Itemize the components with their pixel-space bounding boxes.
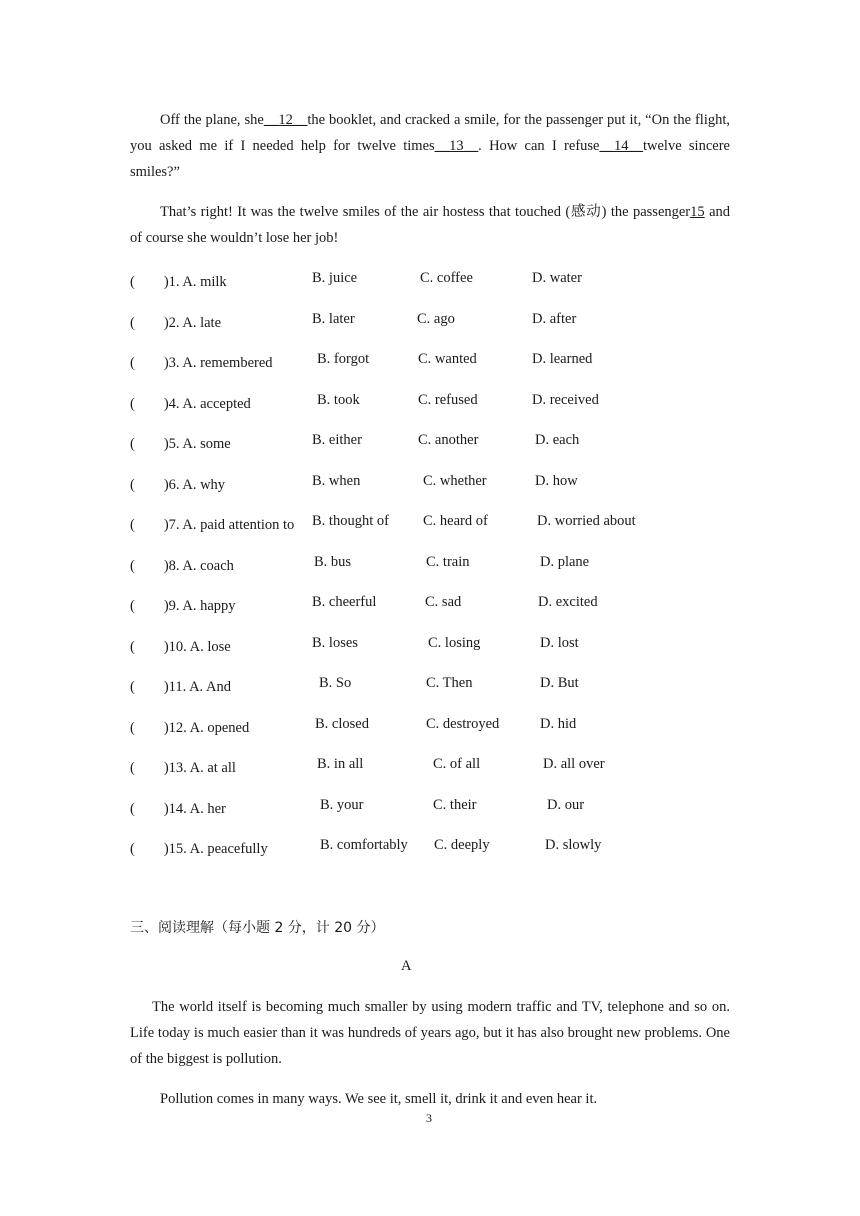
option-b: B. juice: [312, 270, 358, 286]
option-c: C. losing: [428, 634, 481, 651]
question-number-option-a: ( )15. A. peacefully: [130, 841, 268, 857]
question-number-option-a: ( )11. A. And: [130, 679, 231, 695]
question-number-option-a: ( )7. A. paid attention to: [130, 517, 295, 533]
option-b: B. forgot: [317, 351, 370, 367]
reading-paragraph-2: Pollution comes in many ways. We see it, smell it, drink it and even hear it.: [160, 1091, 598, 1107]
question-row: [0, 716, 860, 736]
option-b: B. in all: [317, 756, 364, 772]
text: . How can I refuse: [478, 138, 600, 154]
option-d: D. learned: [532, 351, 593, 367]
question-number-option-a: ( )5. A. some: [130, 436, 231, 452]
question-row: [0, 432, 860, 452]
option-b: B. your: [320, 796, 364, 813]
question-number-option-a: ( )2. A. late: [130, 314, 222, 331]
option-b: B. later: [312, 310, 355, 327]
option-b: B. closed: [315, 715, 369, 732]
option-d: D. hid: [540, 715, 577, 732]
option-d: D. after: [532, 310, 577, 327]
option-c: C. wanted: [418, 351, 477, 367]
question-row: [0, 513, 860, 533]
blank-14: __14__: [599, 138, 643, 154]
question-row: [0, 554, 860, 574]
option-b: B. comfortably: [320, 837, 408, 853]
page-number: 3: [426, 1111, 432, 1125]
question-number-option-a: ( )3. A. remembered: [130, 355, 273, 371]
option-c: C. coffee: [420, 270, 473, 286]
option-b: B. So: [319, 675, 352, 691]
option-d: D. lost: [540, 634, 579, 651]
option-d: D. each: [535, 432, 580, 448]
option-d: D. But: [540, 675, 579, 691]
question-number-option-a: ( )9. A. happy: [130, 598, 236, 614]
option-b: B. cheerful: [312, 594, 377, 610]
option-b: B. either: [312, 432, 362, 448]
passage-paragraph-1: [130, 107, 730, 185]
option-c: C. destroyed: [426, 715, 500, 732]
section-title: 三、阅读理解（每小题 2 分，计 20 分）: [130, 920, 385, 936]
blank-12: __12__: [263, 112, 308, 128]
question-number-option-a: ( )13. A. at all: [130, 760, 236, 776]
option-b: B. bus: [314, 553, 352, 570]
text: the booklet, and cracked a smile, for the passenger put it, “On the flight, you asked me if I needed help for twelve times: [130, 112, 730, 154]
question-number-option-a: ( )8. A. coach: [130, 557, 234, 574]
question-row: [0, 797, 860, 817]
question-number-option-a: ( )10. A. lose: [130, 638, 231, 655]
question-number-option-a: ( )6. A. why: [130, 476, 226, 493]
blank-13: __13__: [434, 138, 479, 154]
option-c: C. their: [433, 796, 477, 813]
option-d: D. all over: [543, 756, 605, 772]
option-d: D. slowly: [545, 837, 602, 853]
option-c: C. sad: [425, 594, 462, 610]
option-d: D. received: [532, 391, 599, 408]
question-row: [0, 675, 860, 695]
blank-15: 15: [690, 204, 705, 220]
option-b: B. took: [317, 391, 360, 408]
text: Off the plane, she: [160, 112, 264, 128]
question-number-option-a: ( )1. A. milk: [130, 274, 227, 290]
question-row: [0, 594, 860, 614]
option-c: C. of all: [433, 756, 481, 772]
option-b: B. thought of: [312, 513, 389, 529]
question-row: [0, 473, 860, 493]
text: That’s right! It was the twelve smiles of the air hostess that touched (感动) the passenger: [160, 204, 691, 220]
option-d: D. excited: [538, 594, 598, 610]
question-number-option-a: ( )4. A. accepted: [130, 395, 251, 412]
option-c: C. Then: [426, 675, 473, 691]
reading-heading: A: [401, 958, 412, 974]
option-c: C. refused: [418, 391, 478, 408]
text: and of course she wouldn’t lose her job!: [130, 204, 730, 246]
option-d: D. worried about: [537, 513, 636, 529]
option-b: B. loses: [312, 634, 358, 651]
question-row: [0, 311, 860, 331]
option-c: C. ago: [417, 310, 455, 327]
text: twelve sincere smiles?”: [130, 138, 730, 180]
question-row: [0, 635, 860, 655]
question-number-option-a: ( )14. A. her: [130, 800, 226, 817]
question-row: [0, 756, 860, 776]
question-row: [0, 837, 860, 857]
option-c: C. train: [426, 553, 470, 570]
option-d: D. plane: [540, 553, 590, 570]
option-d: D. our: [547, 796, 585, 813]
option-d: D. water: [532, 270, 582, 286]
question-row: [0, 392, 860, 412]
option-c: C. whether: [423, 472, 487, 489]
option-c: C. heard of: [423, 513, 488, 529]
reading-paragraph-1: The world itself is becoming much smaller by using modern traffic and TV, telephone and so on. Life today is much easier than it was hundreds of years ago, but it has also brought new problems. One of the biggest is pollution.: [130, 999, 730, 1067]
question-row: [0, 270, 860, 290]
option-b: B. when: [312, 472, 361, 489]
option-c: C. another: [418, 432, 479, 448]
question-number-option-a: ( )12. A. opened: [130, 719, 250, 736]
option-c: C. deeply: [434, 837, 490, 853]
question-row: [0, 351, 860, 371]
passage-paragraph-2: [130, 199, 730, 251]
option-d: D. how: [535, 472, 578, 489]
